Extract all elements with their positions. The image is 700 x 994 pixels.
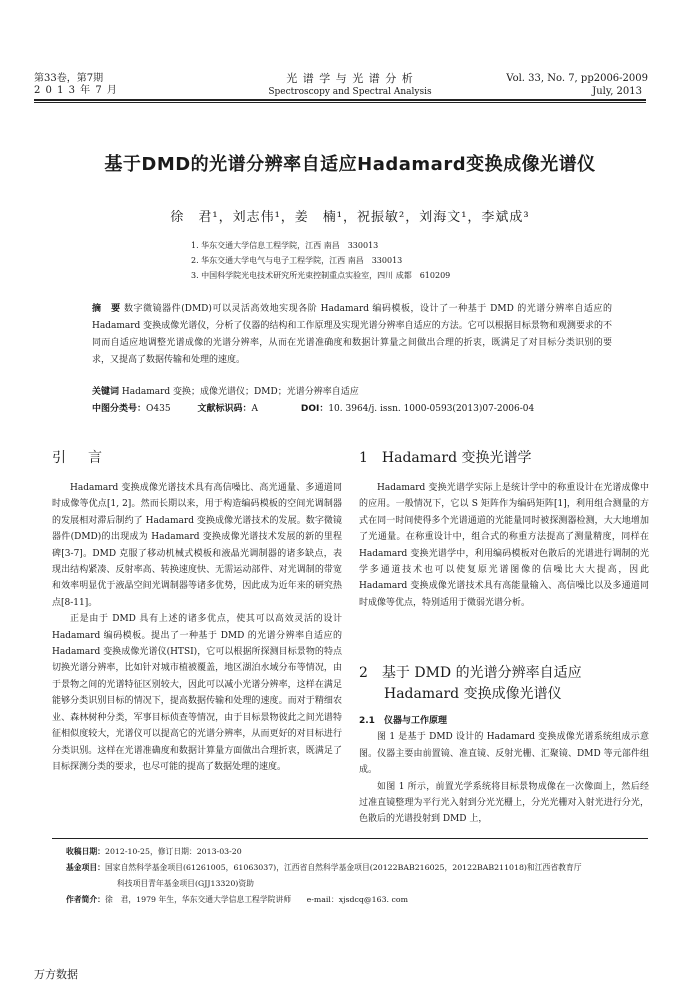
author-bio-label: 作者简介： [66,895,105,904]
author-bio [66,893,408,906]
abstract [92,301,612,369]
fund-info [66,861,656,874]
affiliation-1: 1. 华东交通大学信息工程学院，江西 南昌 330013 [191,241,379,250]
wanfang-watermark: 万方数据 [34,968,78,981]
section-2-text [359,713,649,828]
classification-line [92,401,612,418]
paper-title: 基于DMD的光谱分辨率自适应Hadamard变换成像光谱仪 [104,154,596,175]
fund-text: 国家自然科学基金项目(61261005，61063037)，江西省自然科学基金项目(20122BAB216025，20122BAB211018)和江西省教育厅 [104,863,582,872]
footnote-rule [52,838,648,839]
section-1-paragraph: Hadamard 变换光谱学实际上是统计学中的称重设计在光谱成像中的应用。一般情况下，它以 S 矩阵作为编码矩阵[1]，利用组合测量的方式在同一时间使得多个光谱通道的光能量同时被探测器检测，大大地增加了光通量。在称重设计中，组合式的称重方法提高了测量精度，同样在 Hadamard 变换光谱学中，利用编码模板对色散后的光谱进行调制的光学多通道技术也可以使复原光谱图像的信噪比大大提高，因此 Hadamard 变换成像光谱技术具有高能量输入、高信噪比以及多通道同时成像等优点，特别适用于微弱光谱分析。 [359,483,649,608]
section-1-text [359,480,649,611]
section-1-heading: 1 Hadamard 变换光谱学 [359,450,532,466]
section-2-heading-line1: 2 基于 DMD 的光谱分辨率自适应 [359,665,582,681]
journal-month: July, 2013 [592,86,642,97]
keywords-text: Hadamard 变换；成像光谱仪；DMD；光谱分辨率自适应 [121,387,359,397]
section-2-heading-line2: Hadamard 变换成像光谱仪 [384,686,562,702]
abstract-text: 数字微镜器件(DMD)可以灵活高效地实现各阶 Hadamard 编码模板，设计了一种基于 DMD 的光谱分辨率自适应的 Hadamard 变换成像光谱仪，分析了仪器的结构和工作原理及实现光谱分辨率自适应的方法。它可以根据目标景物和观测要求的不同而自适应地调整光谱成像的光谱分辨率，从而在光谱准确度和数据计算量之间做出合理的折衷，既满足了对目标分类识别的要求，又提高了数据传输和处理的速度。 [92,304,612,365]
keywords-label: 关键词 [92,387,120,397]
received-text: 2012-10-25，修订日期：2013-03-20 [104,847,242,856]
journal-title-cn: 光 谱 学 与 光 谱 分 析 [286,72,414,85]
header-rule-bottom [34,102,646,103]
affiliation-2: 2. 华东交通大学电气与电子工程学院，江西 南昌 330013 [191,256,403,265]
header-rule-top [34,99,646,101]
fund-info-cont: 科技项目青年基金项目(GJJ13320)资助 [117,879,254,888]
received-date [66,845,242,858]
author-bio-text: 徐 君，1979 年生，华东交通大学信息工程学院讲师 e-mail：xjsdcq@163. com [104,895,408,904]
intro-paragraph-1: Hadamard 变换成像光谱技术具有高信噪比、高光通量、多通道同时成像等优点[1, 2]。然而长期以来，用于构造编码模板的空间光调制器的发展相对滞后制约了 Hadamard 变换成像光谱技术的发展。数字微镜器件(DMD)的出现成为 Hadamard 变换成像光谱技术发展的新的里程碑[3-7]。DMD 克服了移动机械式模板和液晶光调制器的诸多缺点，表现出结构紧凑、反射率高、转换速度快、无需运动部件、对光调制的带宽和效率明显优于液晶空间光调制器等诸多优势，因此成为近年来的研究热点[8-11]。 [52,483,342,608]
doc-code-value: A [251,404,258,414]
clc-value: O435 [146,404,171,414]
intro-paragraph-2: 正是由于 DMD 具有上述的诸多优点，使其可以高效灵活的设计 Hadamard 编码模板。提出了一种基于 DMD 的光谱分辨率自适应的 Hadamard 变换成像光谱仪(HTSI)，它可以根据所探测目标景物的特点切换光谱分辨率，比如针对城市植被覆盖，地区湖泊水域分布等情况，由于景物之间的光谱特征区别较大，因此可以减小光谱分辨率，这样在满足能够分类识别目标的情况下，提高数据传输和处理的速度。而对于精细农业、森林树种分类，军事目标侦查等情况，由于目标景物彼此之间光谱特征相似度较大，光谱仪可以提高它的光谱分辨率，从而更好的对目标进行分类识别。这样在光谱准确度和数据计算量方面做出合理折衷，既满足了目标探测分类的要求，也尽可能的提高了数据处理的速度。 [52,614,342,772]
journal-volume: 第33卷，第7期 [34,73,104,84]
affiliation-3: 3. 中国科学院光电技术研究所光束控制重点实验室，四川 成都 610209 [191,271,451,280]
journal-citation: Vol. 33, No. 7, pp2006-2009 [506,73,648,84]
left-column [52,480,342,775]
keywords [92,384,612,401]
doi-label: DOI： [300,404,329,414]
author-list: 徐 君¹，刘志伟¹，姜 楠¹，祝振敏²，刘海文¹，李斌成³ [170,210,530,225]
doc-code-label: 文献标识码： [197,404,252,414]
doi-value: 10. 3964/j. issn. 1000-0593(2013)07-2006-04 [328,404,535,414]
fund-label: 基金项目： [66,863,105,872]
journal-date: 2 0 1 3 年 7 月 [34,85,118,96]
clc-label: 中图分类号： [92,404,147,414]
subsection-2-1-heading: 2.1 仪器与工作原理 [359,716,447,726]
abstract-label: 摘 要 [92,304,121,314]
intro-heading: 引 言 [52,450,106,466]
journal-title-en: Spectroscopy and Spectral Analysis [268,87,432,97]
section-2-paragraph-2: 如图 1 所示，前置光学系统将目标景物成像在一次像面上，然后经过准直镜整理为平行光入射到分光光栅上，分光光栅对入射光进行分光，色散后的光谱投射到 DMD 上， [359,781,649,825]
section-2-paragraph-1: 图 1 是基于 DMD 设计的 Hadamard 变换成像光谱系统组成示意图。仪器主要由前置镜、准直镜、反射光栅、汇聚镜、DMD 等元部件组成。 [359,732,649,776]
received-label: 收稿日期： [66,847,105,856]
